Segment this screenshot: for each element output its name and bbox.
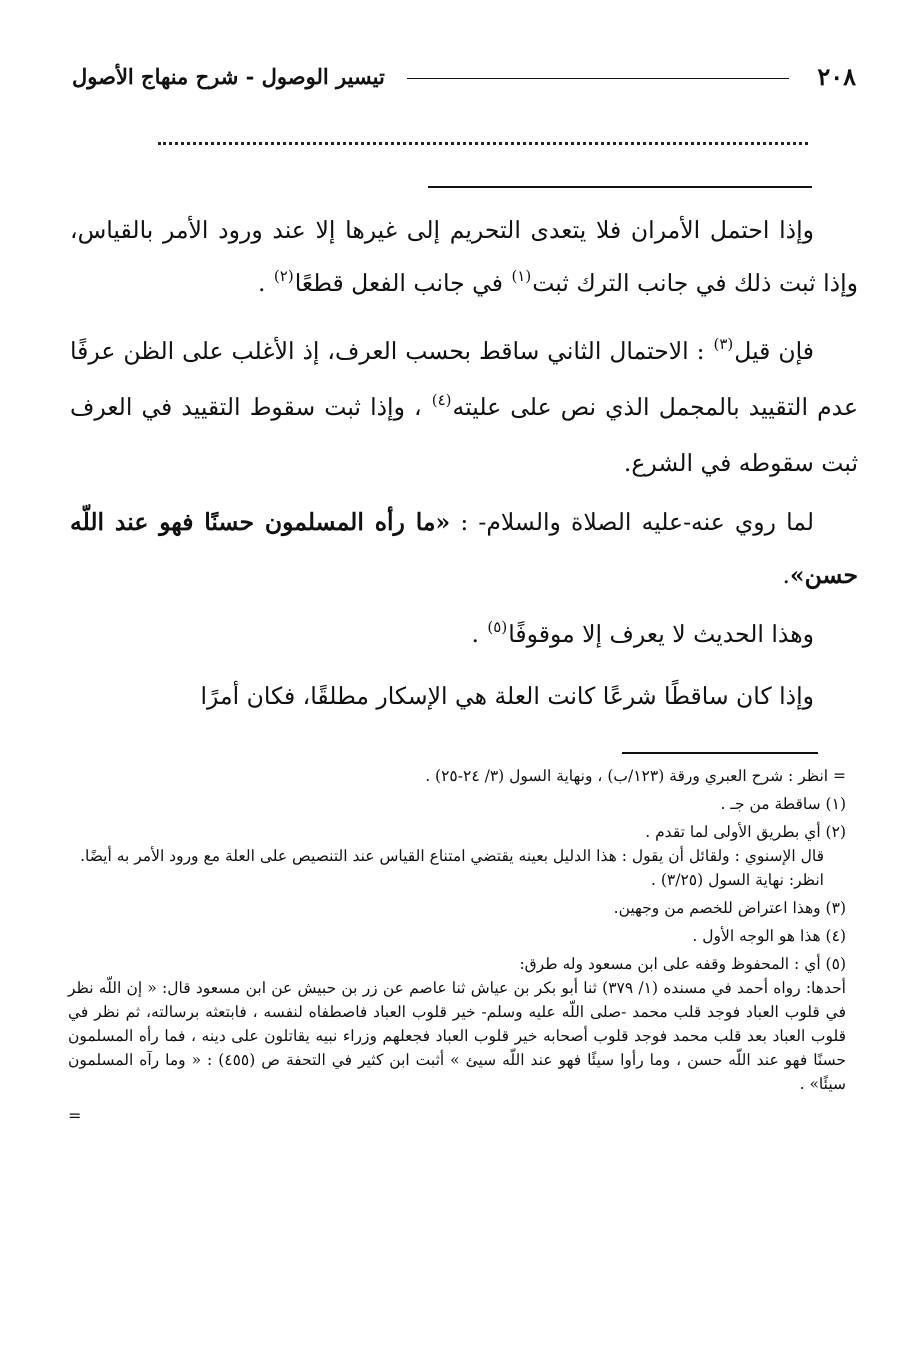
paragraph-4 — [70, 608, 858, 664]
paragraph-1-text-c: . — [257, 269, 273, 297]
header-rule — [407, 78, 789, 79]
paragraph-3-text-a: لما روي عنه-عليه الصلاة والسلام- : — [450, 508, 815, 536]
section-rule — [428, 186, 812, 188]
paragraph-2 — [70, 325, 858, 490]
page-header — [72, 56, 856, 96]
paragraph-1-text-b: في جانب الفعل قطعًا — [294, 269, 511, 297]
footnote-1: (١) ساقطة من جـ . — [720, 795, 846, 813]
footnotes — [68, 764, 846, 1125]
footnote-continues-mark: = — [68, 1106, 82, 1125]
footnote-marker-3[interactable]: (٣) — [713, 335, 734, 353]
paragraph-2-text-a: فإن قيل — [734, 337, 814, 365]
footnote-4: (٤) هذا هو الوجه الأول . — [692, 927, 846, 945]
paragraph-3 — [70, 496, 858, 602]
footnote-separator — [622, 752, 818, 754]
dotted-separator — [158, 142, 808, 145]
footnote-marker-1[interactable]: (١) — [511, 267, 532, 285]
paragraph-1-text-a: وإذا احتمل الأمران فلا يتعدى التحريم إلى غيرها إلا عند ورود الأمر بالقياس، وإذا ثبت ذلك في جانب الترك ثبت — [70, 216, 858, 297]
paragraph-5-text-a: وإذا كان ساقطًا شرعًا كانت العلة هي الإسكار مطلقًا، فكان أمرًا — [200, 682, 814, 710]
running-title: تيسير الوصول - شرح منهاج الأصول — [72, 63, 385, 89]
paragraph-3-text-b: . — [782, 561, 790, 589]
page-number: ٢٠٨ — [817, 61, 856, 91]
footnote-5-body: أحدها: رواه أحمد في مسنده (١/ ٣٧٩) ثنا أبو بكر بن عياش ثنا عاصم عن زر بن حبيش عن ابن مسعود قال: « إن اللّه نظر في قلوب العباد فوجد قلب محمد -صلى اللّه عليه وسلم- خير قلوب العباد فاصطفاه لنفسه ، فابتعثه برسالته، ثم نظر في قلوب العباد بعد قلب محمد فوجد قلوب أصحابه خير قلوب العباد فجعلهم وزراء نبيه يقاتلون على دينه ، فما رأه المسلمون حسنًا فهو عند اللّه حسن ، وما رأوا سيئًا فهو عند اللّه سيئ » أثبت ابن كثير في التحفة ص (٤٥٥) : « وما رآه المسلمون سيئًا» . — [68, 979, 846, 1093]
paragraph-4-text-b: . — [471, 620, 487, 648]
footnote-2-quote: قال الإسنوي : ولقائل أن يقول : هذا الدليل بعينه يقتضي امتناع القياس عند التنصيص على العلة مع ورود الأمر به أيضًا. — [80, 847, 824, 865]
paragraph-4-text-a: وهذا الحديث لا يعرف إلا موقوفًا — [508, 620, 814, 648]
main-text — [70, 204, 858, 723]
footnote-continuation: = انظر : شرح العبري ورقة (١٢٣/ب) ، ونهاية السول (٣/ ٢٤-٢٥) . — [425, 767, 846, 785]
paragraph-1 — [70, 204, 858, 313]
footnote-3: (٣) وهذا اعتراض للخصم من وجهين. — [613, 899, 846, 917]
footnote-5: (٥) أي : المحفوظ وقفه على ابن مسعود وله طرق: — [519, 955, 846, 973]
hadith-quote: «ما رأه المسلمون حسنًا فهو عند اللّه حسن» — [70, 508, 858, 589]
paragraph-2-text-b: : الاحتمال الثاني ساقط بحسب العرف، إذ الأغلب على الظن عرفًا عدم التقييد بالمجمل الذي نص على عليته — [70, 337, 859, 421]
footnote-marker-4[interactable]: (٤) — [431, 391, 452, 409]
footnote-2: (٢) أي بطريق الأولى لما تقدم . — [645, 823, 846, 841]
paragraph-5 — [70, 670, 858, 723]
footnote-marker-5[interactable]: (٥) — [487, 618, 508, 636]
paragraph-2-text-c: ، وإذا ثبت سقوط التقييد في العرف ثبت سقوطه في الشرع. — [70, 393, 858, 477]
footnote-2-reference: انظر: نهاية السول (٣/٢٥) . — [651, 871, 824, 889]
footnote-marker-2[interactable]: (٢) — [273, 267, 294, 285]
